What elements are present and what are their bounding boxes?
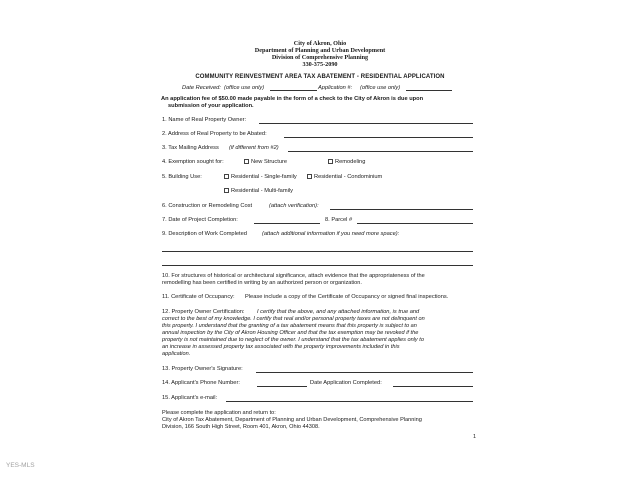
item-12-label: 12. Property Owner Certification:	[162, 309, 245, 315]
field-9-note: (attach additional information if you need more space):	[262, 231, 400, 237]
checkbox-single-family[interactable]	[224, 174, 229, 179]
email-field[interactable]	[226, 401, 473, 402]
field-4-label: 4. Exemption sought for:	[162, 159, 224, 165]
option-remodeling-label: Remodeling	[335, 159, 366, 165]
return-line2: City of Akron Tax Abatement, Department of Planning and Urban Development, Comprehensive Planning	[162, 416, 422, 423]
option-multi-family[interactable]	[224, 188, 293, 195]
item-12-line1: I certify that the above, and any attached information, is true and	[257, 309, 420, 315]
date-received-line	[270, 90, 317, 91]
item-12-line7: application.	[162, 350, 191, 357]
option-multi-family-label: Residential - Multi-family	[231, 188, 293, 194]
option-condominium[interactable]	[307, 174, 382, 181]
item-11-text: Please include a copy of the Certificate of Occupancy or signed final inspections.	[245, 294, 449, 300]
owner-name-field[interactable]	[259, 123, 473, 124]
parcel-number-field[interactable]	[357, 223, 473, 224]
field-2-label: 2. Address of Real Property to be Abated:	[162, 131, 267, 137]
return-line1: Please complete the application and return to:	[162, 410, 276, 416]
field-7-label: 7. Date of Project Completion:	[162, 217, 238, 223]
application-number-note: (office use only)	[360, 85, 401, 91]
item-11-label: 11. Certificate of Occupancy:	[162, 294, 235, 300]
item-15-label: 15. Applicant's e-mail:	[162, 395, 218, 401]
fee-notice-line2: submission of your application.	[168, 103, 254, 109]
city-name: City of Akron, Ohio	[293, 40, 347, 47]
application-number-line	[406, 90, 452, 91]
item-12-line4: annual inspection by the City of Akron Housing Officer and that the tax exemption may be revoked if the	[162, 329, 419, 336]
date-completed-field[interactable]	[393, 386, 473, 387]
item-12-line3: this property. I understand that the granting of a tax abatement means that this property is subject to an	[162, 322, 417, 329]
property-address-field[interactable]	[284, 137, 473, 138]
field-3-label: 3. Tax Mailing Address	[162, 145, 219, 151]
form-title: COMMUNITY REINVESTMENT AREA TAX ABATEMENT - RESIDENTIAL APPLICATION	[195, 74, 445, 80]
fee-notice-line1: An application fee of $50.00 made payable in the form of a check to the City of Akron is due upon	[161, 96, 424, 102]
checkbox-new-structure[interactable]	[244, 159, 249, 164]
field-5-label: 5. Building Use:	[162, 174, 202, 180]
option-new-structure[interactable]	[244, 159, 287, 166]
item-10	[162, 273, 482, 287]
certification-text	[162, 316, 482, 357]
date-received-label: Date Received:	[182, 85, 221, 91]
date-completed-label: Date Application Completed:	[310, 380, 382, 386]
description-line-1[interactable]	[162, 251, 473, 252]
item-13-label: 13. Property Owner's Signature:	[162, 366, 243, 372]
option-single-family[interactable]	[224, 174, 297, 181]
field-3-note: (if different from #2)	[229, 145, 279, 151]
phone-number: 330-375-2090	[302, 61, 338, 68]
department-name: Department of Planning and Urban Development	[254, 47, 386, 54]
option-remodeling[interactable]	[328, 159, 365, 166]
return-instructions	[162, 410, 482, 431]
item-12-line2: correct to the best of my knowledge. I certify that real and/or personal property taxes are not delinquent on	[162, 316, 425, 322]
division-name: Division of Comprehensive Planning	[271, 54, 369, 61]
checkbox-condominium[interactable]	[307, 174, 312, 179]
construction-cost-field[interactable]	[330, 209, 473, 210]
checkbox-remodeling[interactable]	[328, 159, 333, 164]
option-single-family-label: Residential - Single-family	[231, 174, 297, 180]
item-10-line2: remodelling has been certified in writing by an authorized person or organization.	[162, 279, 362, 286]
item-12-line5: property is not maintained due to neglect of the owner. I understand that the tax abatement applies only to	[162, 336, 424, 343]
field-6-note: (attach verification):	[269, 203, 319, 209]
item-10-line1: 10. For structures of historical or architectural significance, attach evidence that the appropriateness of the	[162, 273, 425, 279]
field-1-label: 1. Name of Real Property Owner:	[162, 117, 247, 123]
date-received-note: (office use only)	[224, 85, 265, 91]
option-condominium-label: Residential - Condominium	[314, 174, 383, 180]
item-12-line6: an increase in assessed property tax associated with the property improvements included in this	[162, 343, 400, 350]
field-6-label: 6. Construction or Remodeling Cost	[162, 203, 253, 209]
owner-signature-field[interactable]	[256, 372, 473, 373]
page-number: 1	[473, 434, 477, 440]
field-9-label: 9. Description of Work Completed	[162, 231, 247, 237]
application-number-label: Application #:	[318, 85, 353, 91]
return-line3: Division, 166 South High Street, Room 401, Akron, Ohio 44308.	[162, 423, 320, 430]
phone-field[interactable]	[257, 386, 307, 387]
checkbox-multi-family[interactable]	[224, 188, 229, 193]
watermark: YES-MLS	[6, 462, 35, 469]
option-new-structure-label: New Structure	[251, 159, 288, 165]
tax-mailing-address-field[interactable]	[288, 151, 473, 152]
field-8-label: 8. Parcel #	[325, 217, 353, 223]
item-14-label: 14. Applicant's Phone Number:	[162, 380, 240, 386]
description-line-2[interactable]	[162, 265, 473, 266]
completion-date-field[interactable]	[254, 223, 320, 224]
